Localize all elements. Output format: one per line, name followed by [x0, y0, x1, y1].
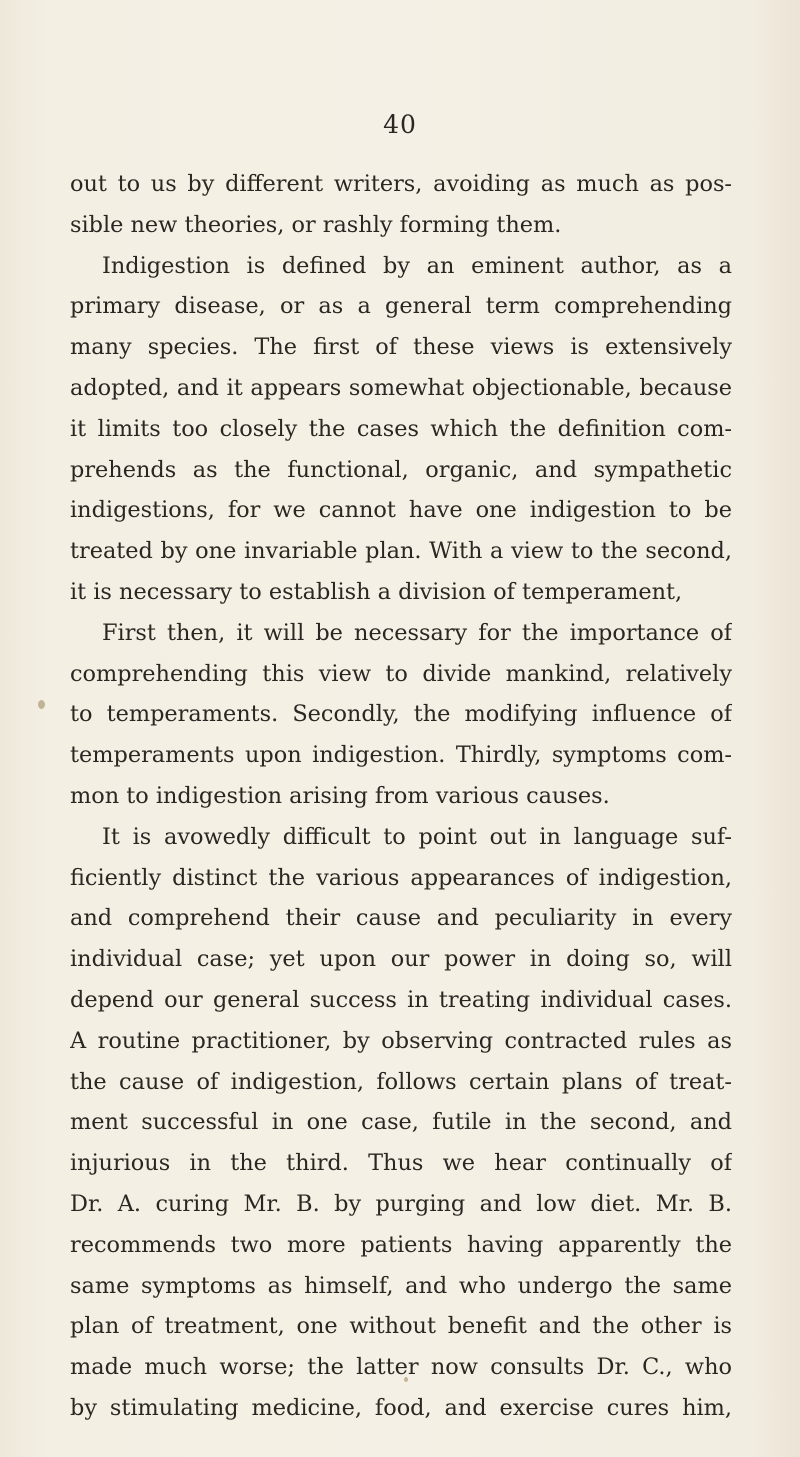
text-line: and comprehend their cause and peculiarity in every [70, 905, 732, 932]
text-line: many species. The first of these views is extensively [70, 334, 732, 361]
text-line: it limits too closely the cases which the definition com- [70, 415, 732, 442]
text-line: depend our general success in treating individual cases. [70, 986, 732, 1013]
paper-blemish [38, 700, 45, 709]
text-line: to temperaments. Secondly, the modifying influence of [70, 701, 732, 728]
text-line: Dr. A. curing Mr. B. by purging and low diet. Mr. B. [70, 1190, 732, 1217]
text-line: injurious in the third. Thus we hear continually of [70, 1150, 732, 1177]
paper-blemish [404, 1377, 408, 1382]
text-line: comprehending this view to divide mankind, relatively [70, 660, 732, 687]
text-line: Indigestion is defined by an eminent author, as a [102, 252, 732, 279]
text-line: indigestions, for we cannot have one indigestion to be [70, 497, 732, 524]
page-number: 40 [383, 110, 417, 139]
text-line: A routine practitioner, by observing contracted rules as [70, 1027, 732, 1054]
text-line: same symptoms as himself, and who undergo the same [70, 1272, 732, 1299]
text-line: sible new theories, or rashly forming them. [70, 211, 562, 238]
text-line: by stimulating medicine, food, and exercise cures him, [70, 1394, 732, 1421]
text-line: the cause of indigestion, follows certain plans of treat- [70, 1068, 732, 1095]
text-line: prehends as the functional, organic, and sympathetic [70, 456, 732, 483]
body-text [70, 164, 732, 1429]
text-line: ficiently distinct the various appearances of indigestion, [70, 864, 732, 891]
text-line: ment successful in one case, futile in the second, and [70, 1109, 732, 1136]
text-line: First then, it will be necessary for the importance of [102, 619, 732, 646]
text-line: recommends two more patients having apparently the [70, 1231, 732, 1258]
text-line: adopted, and it appears somewhat objectionable, because [70, 374, 732, 401]
text-line: primary disease, or as a general term comprehending [70, 293, 732, 320]
text-line: temperaments upon indigestion. Thirdly, symptoms com- [70, 742, 732, 769]
text-line: treated by one invariable plan. With a view to the second, [70, 538, 732, 565]
text-line: out to us by different writers, avoiding as much as pos- [70, 171, 732, 197]
text-line: It is avowedly difficult to point out in language suf- [102, 823, 732, 850]
text-line: mon to indigestion arising from various causes. [70, 782, 610, 809]
text-line: individual case; yet upon our power in doing so, will [70, 946, 732, 973]
text-line: plan of treatment, one without benefit and the other is [70, 1313, 732, 1340]
text-line: it is necessary to establish a division of temperament, [70, 578, 683, 605]
text-line: made much worse; the latter now consults Dr. C., who [70, 1354, 732, 1381]
